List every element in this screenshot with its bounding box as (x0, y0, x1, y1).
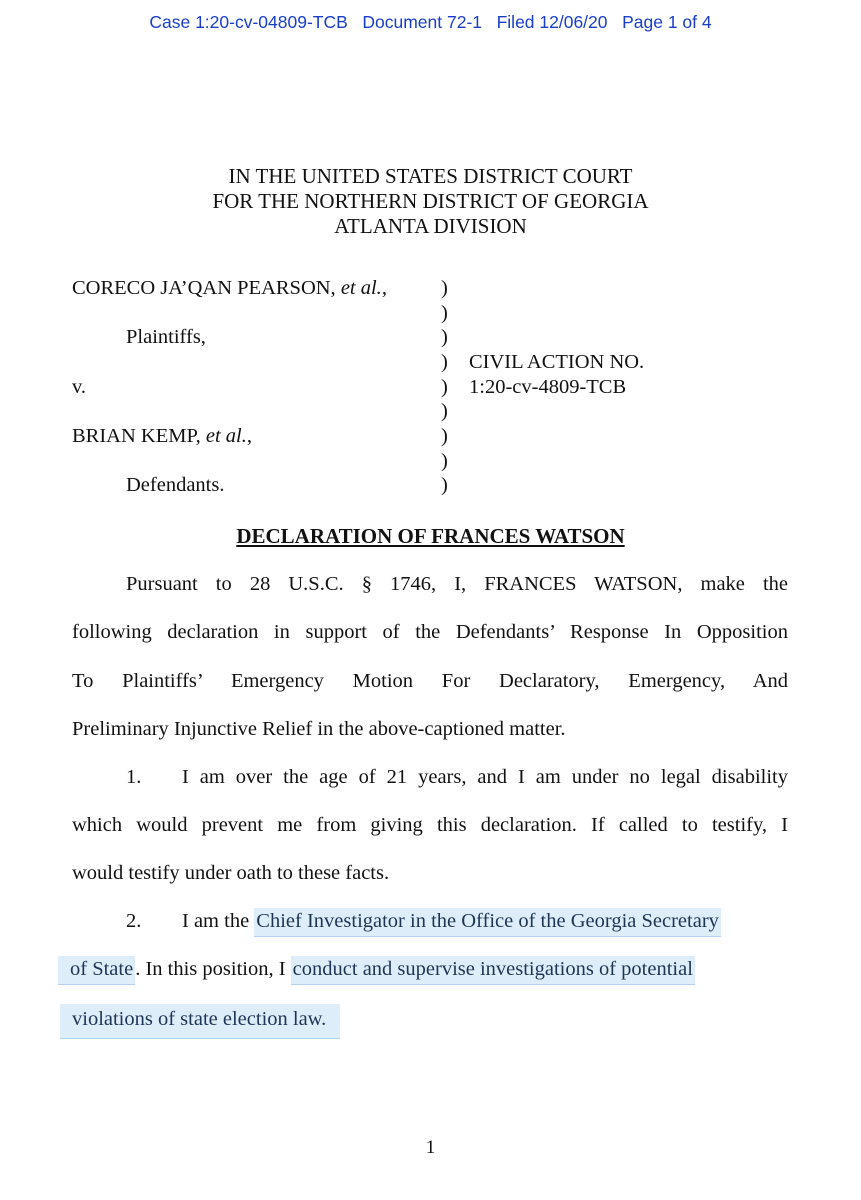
para2-line-3 (72, 1008, 340, 1031)
para1-line-2: which would prevent me from giving this declaration. If called to testify, I (72, 814, 788, 836)
para2-number: 2. (126, 910, 142, 932)
intro-line-1: Pursuant to 28 U.S.C. § 1746, I, FRANCES WATSON, make the (126, 573, 788, 595)
intro-line-2: following declaration in support of the Defendants’ Response In Opposition (72, 621, 788, 643)
case-number: 1:20-cv-4809-TCB (469, 376, 627, 398)
para2-line-2: of State. In this position, I conduct and supervise investigations of potential (72, 958, 695, 981)
caption-paren: ) (441, 277, 448, 299)
intro-line-4: Preliminary Injunctive Relief in the above-captioned matter. (72, 718, 566, 740)
caption-paren: ) (441, 474, 448, 496)
caption-paren: ) (441, 425, 448, 447)
case-header-stamp: Case 1:20-cv-04809-TCB Document 72-1 Filed 12/06/20 Page 1 of 4 (149, 12, 712, 32)
caption-paren: ) (441, 351, 448, 373)
court-division: ATLANTA DIVISION (334, 214, 527, 238)
defendant-name: BRIAN KEMP, et al., (72, 425, 252, 447)
civil-action-label: CIVIL ACTION NO. (469, 351, 645, 373)
document-title: DECLARATION OF FRANCES WATSON (236, 524, 625, 548)
plaintiffs-label: Plaintiffs, (126, 326, 206, 348)
page-number: 1 (425, 1137, 436, 1158)
para1-line-1: I am over the age of 21 years, and I am under no legal disability (182, 766, 788, 788)
para1-line-3: would testify under oath to these facts. (72, 862, 390, 884)
defendants-label: Defendants. (126, 474, 225, 496)
highlight-chief-investigator: Chief Investigator in the Office of the Georgia Secretary (254, 908, 721, 937)
intro-line-3: To Plaintiffs’ Emergency Motion For Declaratory, Emergency, And (72, 670, 788, 692)
highlight-violations: violations of state election law. (60, 1004, 340, 1039)
court-name-line-1: IN THE UNITED STATES DISTRICT COURT (228, 164, 633, 188)
versus-label: v. (72, 376, 87, 398)
caption-paren: ) (441, 376, 448, 398)
highlight-of-state: of State (58, 956, 135, 985)
court-name-line-2: FOR THE NORTHERN DISTRICT OF GEORGIA (212, 189, 649, 213)
caption-paren: ) (441, 326, 448, 348)
plaintiff-name: CORECO JA’QAN PEARSON, et al., (72, 277, 387, 299)
para1-number: 1. (126, 766, 142, 788)
para2-line-1: I am the Chief Investigator in the Office of the Georgia Secretary (182, 910, 721, 933)
caption-paren: ) (441, 400, 448, 422)
highlight-investigations: conduct and supervise investigations of potential (291, 956, 695, 985)
caption-paren: ) (441, 450, 448, 472)
caption-paren: ) (441, 302, 448, 324)
